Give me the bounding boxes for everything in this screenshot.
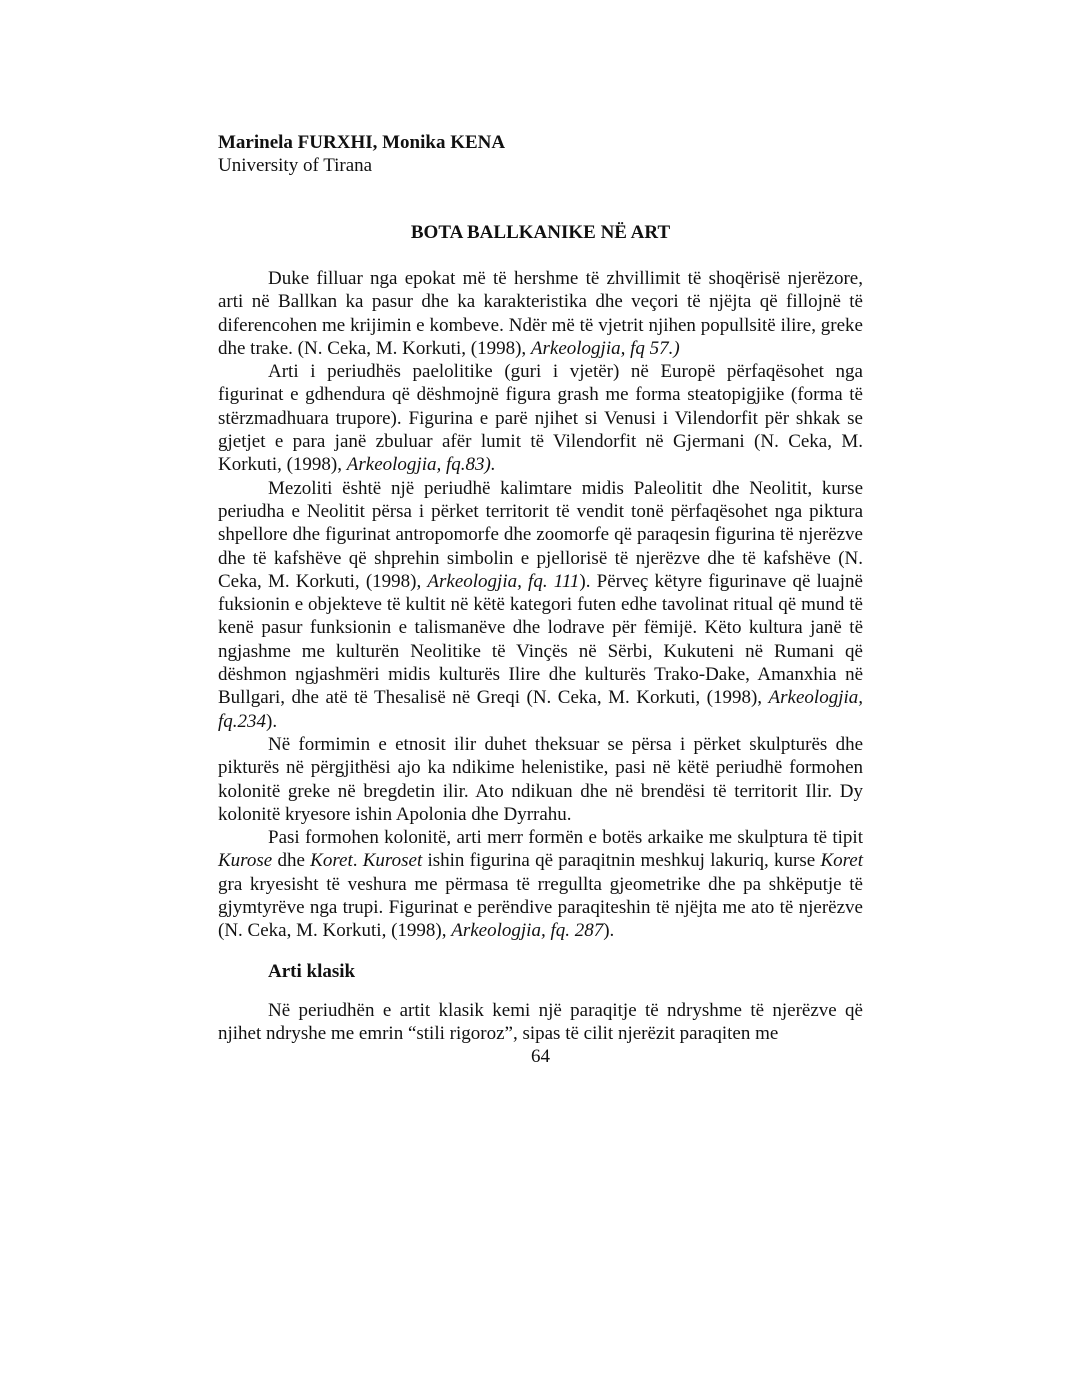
paragraph-5: Pasi formohen kolonitë, arti merr formën e botës arkaike me skulptura të tipit Kurose dhe Koret. Kuroset ishin figurina që paraqitnin meshkuj lakuriq, kurse Koret gra kryesisht të veshura me përmasa të rregullta gjeometrike dhe pa shkëputje të gjymtyrëve nga trupi. Figurinat e perëndive paraqiteshin të njëjta me ato të njerëzve (N. Ceka, M. Korkuti, (1998), Arkeologjia, fq. 287).: [218, 827, 864, 942]
affiliation: University of Tirana: [218, 155, 373, 176]
author-names: Marinela FURXHI, Monika KENA: [218, 132, 506, 153]
paper-title: BOTA BALLKANIKE NË ART: [410, 222, 671, 243]
paragraph-3: Mezoliti është një periudhë kalimtare midis Paleolitit dhe Neolitit, kurse periudha e Neolitit përsa i përket territorit të vendit tonë përfaqësohet nga piktura shpellore dhe figurinat antropomorfe dhe zoomorfe që paraqesin figurina të njerëzve dhe të kafshëve që shprehin simbolin e pjellorisë të njerëzve dhe të kafshëve (N. Ceka, M. Korkuti, (1998), Arkeologjia, fq. 111). Përveç këtyre figurinave që luajnë fuksionin e objekteve të kultit në këtë kategori futen edhe tavolinat ritual që mund të kenë pasur funksionin e talismanëve dhe lodrave për fëmijë. Këto kultura janë të ngjashme me kulturën Neolitike të Vinçës në Sërbi, Kukuteni në Rumani që dëshmon ngjashmëri midis kulturës Ilire dhe kulturës Trako-Dake, Amanxhia në Bullgari, dhe atë të Thesalisë në Greqi (N. Ceka, M. Korkuti, (1998), Arkeologjia, fq.234).: [218, 477, 863, 732]
paragraph-6: Në periudhën e artit klasik kemi një paraqitje të ndryshme të njerëzve që njihet ndryshe me emrin “stili rigoroz”, sipas të cilit njerëzit paraqiten me: [218, 999, 863, 1044]
page-number: 64: [531, 1046, 550, 1068]
section-heading: Arti klasik: [268, 960, 356, 982]
page-content: [218, 131, 863, 1068]
paragraph-4: Në formimin e etnosit ilir duhet theksuar se përsa i përket skulpturës dhe pikturës në përgjithësi ajo ka ndikime helenistike, pasi në këtë periudhë formohen kolonitë greke në bregdetin ilir. Ato ndikuan dhe në brendësi të territorit Ilir. Dy kolonitë kryesore ishin Apolonia dhe Dyrrahu.: [218, 733, 863, 825]
paragraph-1: Duke filluar nga epokat më të hershme të zhvillimit të shoqërisë njerëzore, arti në Ballkan ka pasur dhe ka karakteristika dhe veçori të njëjta që fillojnë të diferencohen me krijimin e kombeve. Ndër më të vjetrit njihen popullsitë ilire, greke dhe trake. (N. Ceka, M. Korkuti, (1998), Arkeologjia, fq 57.): [218, 268, 863, 359]
paragraph-2: Arti i periudhës paelolitike (guri i vjetër) në Europë përfaqësohet nga figurinat e gdhendura që dëshmojnë figura grash me forma steatopigjike (forma të stërzmadhuara trupore). Figurina e parë njihet si Venusi i Vilendorfit për shkak se gjetjet e para janë zbuluar afër lumit të Vilendorfit në Gjermani (N. Ceka, M. Korkuti, (1998), Arkeologjia, fq.83).: [218, 361, 863, 476]
